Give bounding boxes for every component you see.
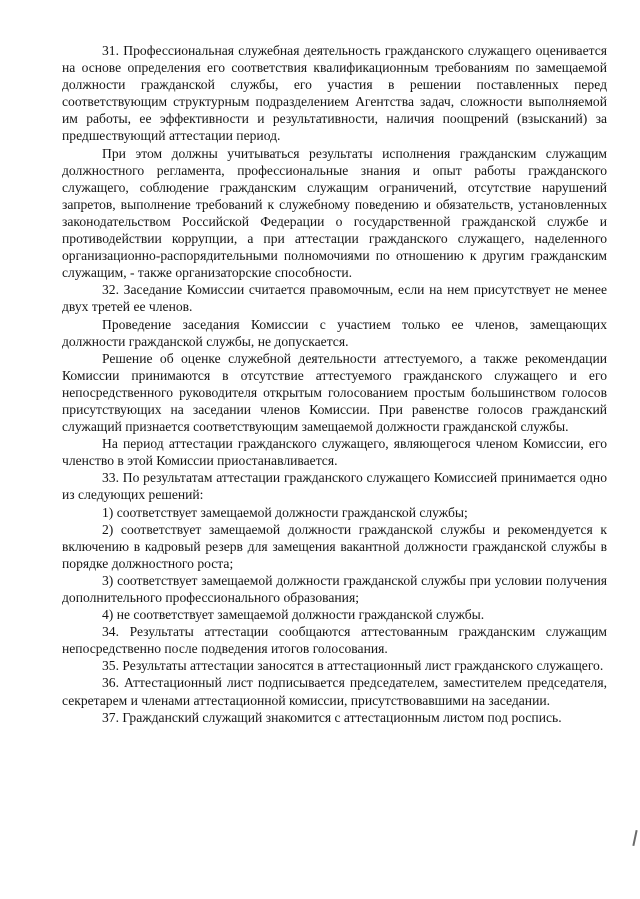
decision-item-2: 2) соответствует замещаемой должности гражданской службы и рекомендуется к включению в кадровый резерв для замещения вакантной должности гражданской службы в порядке должностного роста; [62, 521, 607, 571]
scan-mark [632, 830, 637, 846]
paragraph-36: 36. Аттестационный лист подписывается председателем, заместителем председателя, секретарем и членами аттестационной комиссии, присутствовавшими на заседании. [62, 675, 607, 708]
paragraph-35: 35. Результаты аттестации заносятся в аттестационный лист гражданского служащего. [102, 658, 604, 674]
paragraph-31: 31. Профессиональная служебная деятельность гражданского служащего оценивается на основе определения его соответствия квалификационным требованиям по замещаемой должности гражданской службы, его участия в решении поставленных перед соответствующим структурным подразделением Агентства задач, сложности выполняемой им работы, ее эффективности и результативности, наличия поощрений (взысканий) за предшествующий аттестации период. [62, 43, 607, 144]
paragraph-32-decision: Решение об оценке служебной деятельности аттестуемого, а также рекомендации Комиссии принимаются в отсутствие аттестуемого гражданского служащего и его непосредственного руководителя открытым голосованием простым большинством голосов присутствующих на заседании членов Комиссии. При равенстве голосов гражданский служащий признается соответствующим замещаемой должности гражданской службы. [62, 350, 607, 435]
paragraph-33: 33. По результатам аттестации гражданского служащего Комиссией принимается одно из следующих решений: [62, 470, 607, 503]
paragraph-31-continued: При этом должны учитываться результаты исполнения гражданским служащим должностного регламента, профессиональные знания и опыт работы гражданского служащего, соблюдение гражданским служащим ограничений, отсутствие нарушений запретов, выполнение требований к служебному поведению и обязательств, установленных законодательством Российской Федерации о государственной гражданской службе и противодействии коррупции, а при аттестации гражданского служащего, наделенного организационно-распорядительными полномочиями по отношению к другим гражданским служащим, - также организаторские способности. [62, 145, 607, 281]
paragraph-32-members: Проведение заседания Комиссии с участием только ее членов, замещающих должности гражданской службы, не допускается. [62, 316, 607, 349]
document-page [62, 42, 607, 726]
decision-item-1: 1) соответствует замещаемой должности гражданской службы; [102, 504, 468, 520]
paragraph-32-membership: На период аттестации гражданского служащего, являющегося членом Комиссии, его членство в этой Комиссии приостанавливается. [62, 436, 607, 469]
paragraph-37: 37. Гражданский служащий знакомится с аттестационным листом под роспись. [102, 709, 562, 725]
paragraph-32: 32. Заседание Комиссии считается правомочным, если на нем присутствует не менее двух третей ее членов. [62, 282, 607, 315]
paragraph-34: 34. Результаты аттестации сообщаются аттестованным гражданским служащим непосредственно после подведения итогов голосования. [62, 624, 607, 657]
decision-item-3: 3) соответствует замещаемой должности гражданской службы при условии получения дополнительного профессионального образования; [62, 572, 607, 605]
decision-item-4: 4) не соответствует замещаемой должности гражданской службы. [102, 607, 485, 623]
